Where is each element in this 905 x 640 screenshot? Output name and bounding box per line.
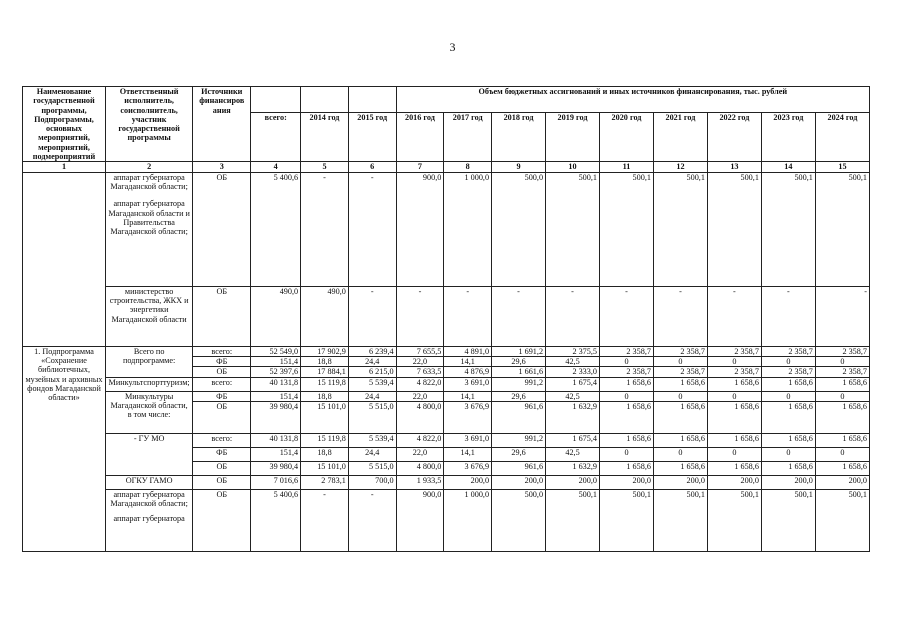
table-row	[23, 489, 870, 551]
source-cell: ОБ	[193, 401, 251, 433]
value-cell: 1 000,0	[444, 489, 492, 551]
col-number: 6	[348, 162, 396, 172]
value-cell: 0	[761, 447, 815, 461]
header-year-2024: 2024 год	[815, 112, 869, 162]
value-cell: 4 822,0	[396, 433, 444, 447]
value-cell: 2 333,0	[546, 367, 600, 377]
value-cell: 1 658,6	[815, 433, 869, 447]
value-cell: 7 016,6	[251, 475, 301, 489]
budget-table	[22, 86, 870, 552]
source-cell: всего:	[193, 433, 251, 447]
executor-name: - ГУ МО	[106, 433, 193, 475]
value-cell: 1 658,6	[653, 401, 707, 433]
col-number: 8	[444, 162, 492, 172]
value-cell: 14,1	[444, 447, 492, 461]
value-cell: 1 658,6	[761, 433, 815, 447]
value-cell: 6 215,0	[348, 367, 396, 377]
value-cell: 15 119,8	[301, 433, 349, 447]
header-executor: Ответственный исполнитель, соисполнитель, участник государственной программы	[106, 87, 193, 162]
value-cell: 1 658,6	[600, 433, 654, 447]
col-number: 12	[653, 162, 707, 172]
value-cell: 500,1	[761, 172, 815, 286]
value-cell: -	[546, 286, 600, 346]
header-year-2019: 2019 год	[546, 112, 600, 162]
value-cell: 2 375,5	[546, 346, 600, 356]
value-cell: -	[761, 286, 815, 346]
header-year-2020: 2020 год	[600, 112, 654, 162]
value-cell: -	[301, 172, 349, 286]
executor-name: аппарат губернатора Магаданской области;	[110, 489, 188, 509]
value-cell: 0	[653, 356, 707, 366]
value-cell: 1 632,9	[546, 401, 600, 433]
value-cell: -	[348, 172, 396, 286]
col-number: 3	[193, 162, 251, 172]
value-cell: 1 658,6	[761, 377, 815, 391]
value-cell: 500,1	[600, 172, 654, 286]
value-cell: 4 891,0	[444, 346, 492, 356]
value-cell: 1 658,6	[600, 401, 654, 433]
header-program-name: Наименование государственной программы, Подпрограммы, основных мероприятий, мероприятий, подмероприятий	[23, 87, 106, 162]
value-cell: 1 675,4	[546, 377, 600, 391]
value-cell: 200,0	[492, 475, 546, 489]
value-cell: 5 515,0	[348, 401, 396, 433]
executor-name: аппарат губернатора	[113, 514, 185, 524]
value-cell: 17 884,1	[301, 367, 349, 377]
value-cell: 2 358,7	[761, 367, 815, 377]
value-cell: 3 691,0	[444, 433, 492, 447]
value-cell: 961,6	[492, 461, 546, 475]
value-cell: 22,0	[396, 391, 444, 401]
table-row	[23, 346, 870, 356]
value-cell: 500,1	[707, 489, 761, 551]
value-cell: 200,0	[546, 475, 600, 489]
source-cell: ОБ	[193, 367, 251, 377]
header-year-2014: 2014 год	[301, 112, 349, 162]
header-year-2023: 2023 год	[761, 112, 815, 162]
value-cell: 3 676,9	[444, 401, 492, 433]
value-cell: 900,0	[396, 489, 444, 551]
value-cell: 2 358,7	[761, 346, 815, 356]
col-number: 11	[600, 162, 654, 172]
value-cell: 2 358,7	[707, 367, 761, 377]
value-cell: 4 800,0	[396, 401, 444, 433]
value-cell: 29,6	[492, 356, 546, 366]
value-cell: 200,0	[815, 475, 869, 489]
value-cell: -	[348, 489, 396, 551]
value-cell: 0	[600, 356, 654, 366]
value-cell: 7 633,5	[396, 367, 444, 377]
value-cell: 500,0	[492, 489, 546, 551]
table-row	[23, 286, 870, 346]
executor-name: министерство строительства, ЖКХ и энергетики Магаданской области	[106, 286, 193, 346]
value-cell: -	[707, 286, 761, 346]
value-cell: 1 658,6	[707, 433, 761, 447]
table-row	[23, 172, 870, 286]
header-year-2016: 2016 год	[396, 112, 444, 162]
value-cell: 52 549,0	[251, 346, 301, 356]
value-cell: 2 358,7	[653, 367, 707, 377]
col-number: 9	[492, 162, 546, 172]
value-cell: 900,0	[396, 172, 444, 286]
executor-cell	[106, 172, 193, 286]
value-cell: 500,1	[600, 489, 654, 551]
value-cell: 52 397,6	[251, 367, 301, 377]
value-cell: 6 239,4	[348, 346, 396, 356]
value-cell: 200,0	[761, 475, 815, 489]
source-cell: всего:	[193, 346, 251, 356]
value-cell: 40 131,8	[251, 433, 301, 447]
value-cell: 151,4	[251, 447, 301, 461]
source-cell: ФБ	[193, 391, 251, 401]
value-cell: 24,4	[348, 447, 396, 461]
value-cell: 200,0	[653, 475, 707, 489]
value-cell: 24,4	[348, 356, 396, 366]
value-cell: 5 400,6	[251, 172, 301, 286]
source-cell: ФБ	[193, 356, 251, 366]
table-row	[23, 475, 870, 489]
value-cell: -	[653, 286, 707, 346]
value-cell: 42,5	[546, 391, 600, 401]
value-cell: 29,6	[492, 447, 546, 461]
value-cell: 2 358,7	[707, 346, 761, 356]
value-cell: 0	[707, 391, 761, 401]
value-cell: 22,0	[396, 356, 444, 366]
value-cell: 0	[761, 391, 815, 401]
value-cell: 700,0	[348, 475, 396, 489]
value-cell: 1 658,6	[653, 461, 707, 475]
value-cell: 5 539,4	[348, 377, 396, 391]
value-cell: 3 691,0	[444, 377, 492, 391]
value-cell: 1 658,6	[707, 377, 761, 391]
value-cell: 200,0	[707, 475, 761, 489]
value-cell: 490,0	[251, 286, 301, 346]
value-cell: 5 539,4	[348, 433, 396, 447]
value-cell: 1 632,9	[546, 461, 600, 475]
source-cell: ФБ	[193, 447, 251, 461]
value-cell: 0	[600, 447, 654, 461]
source-cell: ОБ	[193, 172, 251, 286]
value-cell: 2 358,7	[815, 367, 869, 377]
executor-name: Минкультспорттуризм;	[106, 377, 193, 391]
executor-cell	[106, 489, 193, 551]
header-row-1	[23, 87, 870, 113]
source-cell: ОБ	[193, 475, 251, 489]
col-number: 10	[546, 162, 600, 172]
col-number: 7	[396, 162, 444, 172]
value-cell: -	[396, 286, 444, 346]
empty-cell	[23, 172, 106, 346]
header-blank-2014	[301, 87, 349, 113]
value-cell: 1 658,6	[815, 401, 869, 433]
value-cell: 7 655,5	[396, 346, 444, 356]
value-cell: 1 000,0	[444, 172, 492, 286]
value-cell: 500,0	[492, 172, 546, 286]
value-cell: 2 783,1	[301, 475, 349, 489]
value-cell: 1 658,6	[600, 377, 654, 391]
value-cell: 15 119,8	[301, 377, 349, 391]
value-cell: 500,1	[653, 489, 707, 551]
value-cell: -	[444, 286, 492, 346]
value-cell: 991,2	[492, 433, 546, 447]
col-number: 13	[707, 162, 761, 172]
value-cell: -	[301, 489, 349, 551]
value-cell: 39 980,4	[251, 401, 301, 433]
program-name: 1. Подпрограмма «Сохранение библиотечных, музейных и архивных фондов Магаданской области»	[23, 346, 106, 551]
col-number: 14	[761, 162, 815, 172]
header-blank-2015	[348, 87, 396, 113]
value-cell: 39 980,4	[251, 461, 301, 475]
header-total: всего:	[251, 112, 301, 162]
value-cell: 500,1	[653, 172, 707, 286]
value-cell: 1 658,6	[600, 461, 654, 475]
page-number: 3	[449, 40, 456, 54]
value-cell: 2 358,7	[653, 346, 707, 356]
header-year-2017: 2017 год	[444, 112, 492, 162]
value-cell: 200,0	[600, 475, 654, 489]
value-cell: 14,1	[444, 356, 492, 366]
value-cell: 18,8	[301, 447, 349, 461]
value-cell: -	[815, 286, 869, 346]
value-cell: 42,5	[546, 447, 600, 461]
value-cell: 1 661,6	[492, 367, 546, 377]
value-cell: 2 358,7	[815, 346, 869, 356]
value-cell: 5 400,6	[251, 489, 301, 551]
value-cell: 500,1	[815, 172, 869, 286]
header-budget-group: Объем бюджетных ассигнований и иных источников финансирования, тыс. рублей	[396, 87, 869, 113]
value-cell: 0	[707, 356, 761, 366]
value-cell: 42,5	[546, 356, 600, 366]
column-number-row	[23, 162, 870, 172]
header-year-2018: 2018 год	[492, 112, 546, 162]
table-row	[23, 391, 870, 401]
value-cell: 500,1	[546, 172, 600, 286]
col-number: 4	[251, 162, 301, 172]
executor-name: ОГКУ ГАМО	[106, 475, 193, 489]
source-cell: ОБ	[193, 489, 251, 551]
value-cell: 1 691,2	[492, 346, 546, 356]
executor-name: Минкультуры Магаданской области, в том числе:	[106, 391, 193, 433]
value-cell: 200,0	[444, 475, 492, 489]
value-cell: 1 658,6	[815, 461, 869, 475]
header-year-2022: 2022 год	[707, 112, 761, 162]
value-cell: 0	[600, 391, 654, 401]
value-cell: 24,4	[348, 391, 396, 401]
value-cell: 1 658,6	[653, 377, 707, 391]
value-cell: 15 101,0	[301, 401, 349, 433]
header-blank-total	[251, 87, 301, 113]
value-cell: 4 800,0	[396, 461, 444, 475]
value-cell: 1 658,6	[707, 401, 761, 433]
value-cell: 1 658,6	[707, 461, 761, 475]
value-cell: 500,1	[707, 172, 761, 286]
executor-name: аппарат губернатора Магаданской области;	[110, 172, 188, 191]
header-year-2021: 2021 год	[653, 112, 707, 162]
value-cell: 40 131,8	[251, 377, 301, 391]
col-number: 1	[23, 162, 106, 172]
value-cell: -	[348, 286, 396, 346]
executor-name: Всего по подпрограмме:	[106, 346, 193, 377]
value-cell: 991,2	[492, 377, 546, 391]
source-cell: ОБ	[193, 461, 251, 475]
value-cell: 18,8	[301, 356, 349, 366]
value-cell: 1 658,6	[653, 433, 707, 447]
value-cell: 2 358,7	[600, 346, 654, 356]
value-cell: 151,4	[251, 391, 301, 401]
value-cell: 0	[653, 391, 707, 401]
value-cell: -	[492, 286, 546, 346]
value-cell: 17 902,9	[301, 346, 349, 356]
header-year-2015: 2015 год	[348, 112, 396, 162]
value-cell: 4 822,0	[396, 377, 444, 391]
value-cell: -	[600, 286, 654, 346]
value-cell: 0	[815, 356, 869, 366]
value-cell: 961,6	[492, 401, 546, 433]
executor-name: аппарат губернатора Магаданской области и Правительства Магаданской области;	[108, 199, 190, 237]
value-cell: 18,8	[301, 391, 349, 401]
value-cell: 500,1	[761, 489, 815, 551]
value-cell: 0	[815, 447, 869, 461]
value-cell: 4 876,9	[444, 367, 492, 377]
value-cell: 14,1	[444, 391, 492, 401]
value-cell: 29,6	[492, 391, 546, 401]
source-cell: всего:	[193, 377, 251, 391]
value-cell: 5 515,0	[348, 461, 396, 475]
value-cell: 1 675,4	[546, 433, 600, 447]
value-cell: 500,1	[815, 489, 869, 551]
table-row	[23, 433, 870, 447]
value-cell: 1 658,6	[761, 461, 815, 475]
value-cell: 490,0	[301, 286, 349, 346]
col-number: 5	[301, 162, 349, 172]
value-cell: 0	[653, 447, 707, 461]
value-cell: 3 676,9	[444, 461, 492, 475]
value-cell: 0	[815, 391, 869, 401]
col-number: 15	[815, 162, 869, 172]
table-row	[23, 377, 870, 391]
value-cell: 0	[707, 447, 761, 461]
header-sources: Источники финансиров ания	[193, 87, 251, 162]
value-cell: 1 658,6	[815, 377, 869, 391]
value-cell: 151,4	[251, 356, 301, 366]
value-cell: 1 658,6	[761, 401, 815, 433]
value-cell: 0	[761, 356, 815, 366]
value-cell: 1 933,5	[396, 475, 444, 489]
source-cell: ОБ	[193, 286, 251, 346]
value-cell: 500,1	[546, 489, 600, 551]
value-cell: 22,0	[396, 447, 444, 461]
value-cell: 15 101,0	[301, 461, 349, 475]
col-number: 2	[106, 162, 193, 172]
value-cell: 2 358,7	[600, 367, 654, 377]
